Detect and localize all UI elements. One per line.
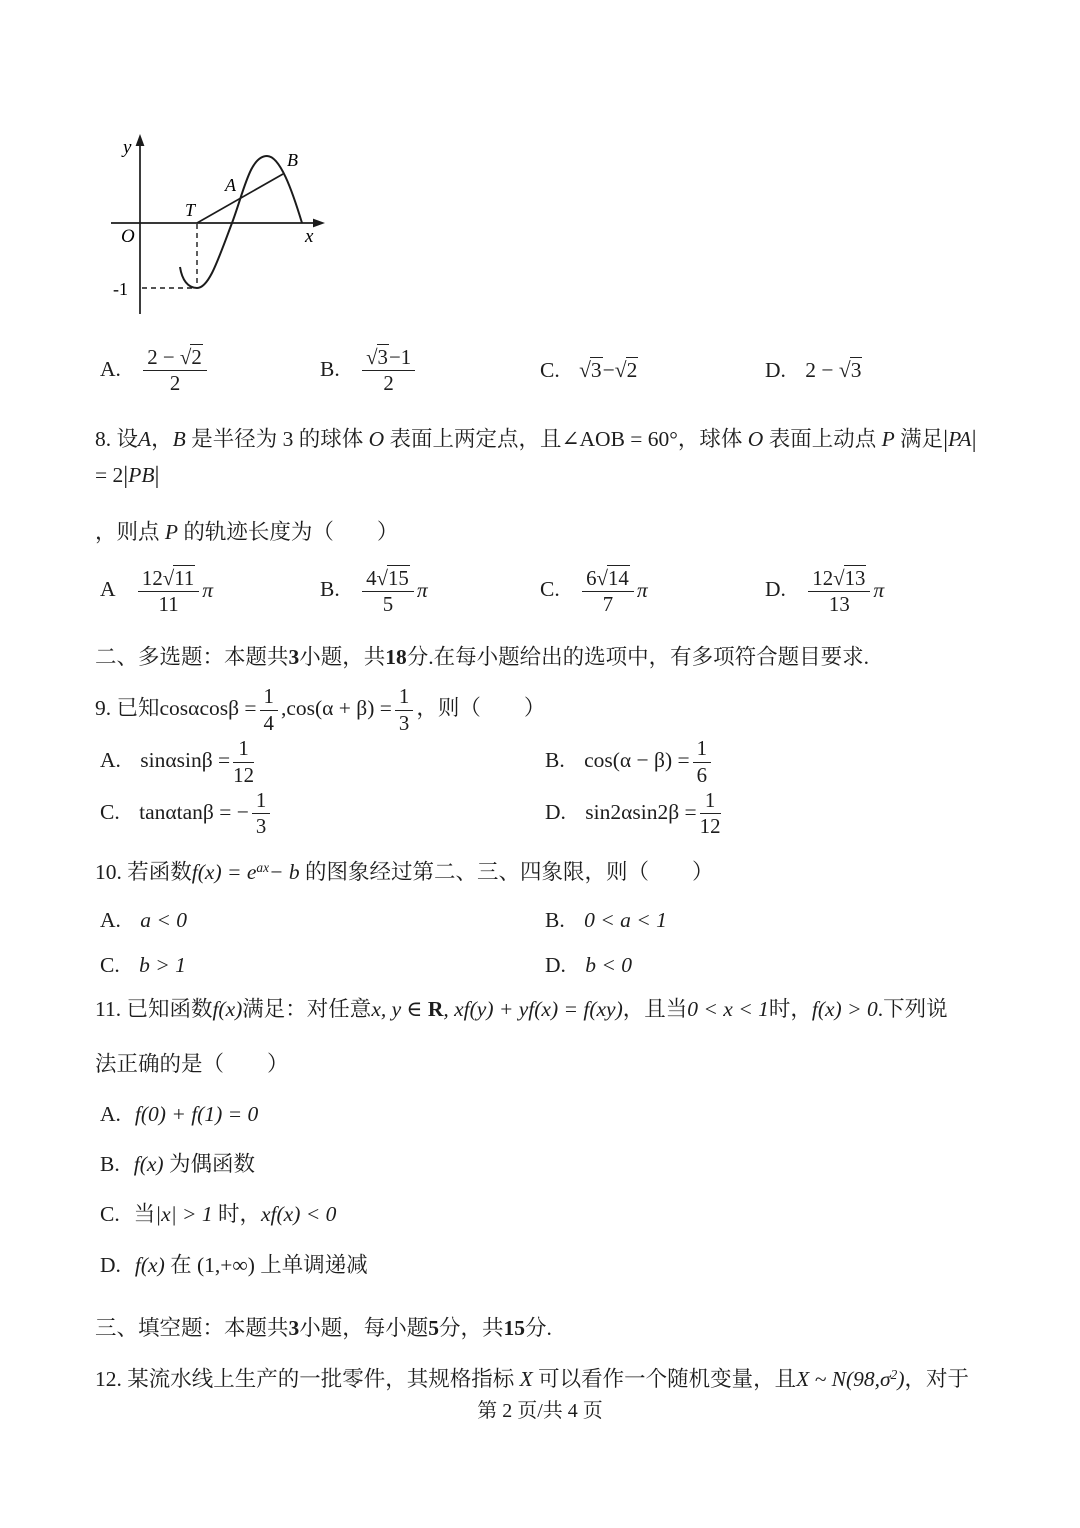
pi-symbol: π	[416, 577, 428, 602]
radical-icon: √	[179, 345, 191, 369]
abs-bar: |	[943, 425, 949, 453]
q7-option-b	[320, 346, 540, 396]
q9-option-a: A. sinαsinβ = $\frac{1}{12}$	[100, 736, 255, 787]
section2-title: 二、多选题：本题共3小题，共18分.在每小题给出的选项中，有多项符合题目要求.	[95, 645, 870, 670]
q7-option-a-label: A.	[100, 356, 121, 381]
q11-option-a-label: A.	[100, 1102, 121, 1127]
abs-bar: |	[154, 461, 160, 489]
figure-label-neg1: -1	[113, 279, 128, 299]
abs-bar: |	[123, 461, 129, 489]
fraction: $\frac{4√15}{5}$	[362, 567, 414, 617]
q7-option-b-label: B.	[320, 356, 340, 381]
question7-figure	[99, 128, 988, 318]
figure-label-x: x	[305, 226, 314, 247]
q9-option-c-label: C.	[100, 799, 120, 824]
figure-label-y: y	[123, 137, 132, 158]
q10-option-b: B. 0 < a < 1	[545, 907, 667, 932]
q11-option-a: A. f(0) + f(1) = 0	[95, 1099, 988, 1130]
fraction: $\frac{1}{12}$	[699, 787, 721, 839]
question12-text: 12. 某流水线上生产的一批零件，其规格指标 X 可以看作一个随机变量，且X ~ $N(98,\sigma^2)$，对于	[95, 1366, 970, 1391]
q10-option-d-label: D.	[545, 952, 566, 977]
q8-option-c-label: C.	[540, 577, 560, 602]
fraction: $\frac{6√14}{7}$	[582, 567, 634, 617]
q10-option-c: C. b > 1	[100, 952, 186, 977]
radical-icon: √	[579, 358, 590, 383]
q9-option-d-label: D.	[545, 799, 566, 824]
page-number: 第 2 页/共 4 页	[477, 1400, 603, 1422]
fraction: $\frac{12√11}{11}$	[138, 567, 199, 617]
page-footer	[0, 1394, 1080, 1423]
radical-icon: √	[366, 345, 377, 369]
fraction: $\frac{√3-1}{2}$	[362, 346, 415, 396]
section3-title: 三、填空题：本题共3小题，每小题5分，共15分.	[95, 1315, 552, 1340]
q10-option-a-label: A.	[100, 907, 121, 932]
figure-label-t: T	[185, 200, 196, 220]
figure-label-a: A	[225, 175, 236, 195]
q10-option-b-label: B.	[545, 907, 565, 932]
radical-icon: √	[596, 565, 607, 590]
radical-icon: √	[162, 565, 174, 590]
q9-option-c: C. tanαtanβ = − $\frac{1}{3}$	[100, 789, 545, 839]
question11-text-line1: 11. 已知函数f(x)满足：对任意x, y ∈ R, xf(y) + yf(x) = f(xy)，且当0 < x < 1时，f(x) > 0.下列说	[95, 996, 948, 1021]
q8-option-a	[100, 567, 320, 617]
function-graph	[99, 128, 349, 318]
fraction: $\frac{2 - √2}{2}$	[143, 346, 206, 396]
question8-text-line1: 8. 设A，B 是半径为 3 的球体 O 表面上两定点，且∠AOB = 60°，球体 O 表面上动点 P 满足|PA| = 2|PB|	[95, 425, 977, 489]
q9-option-a-label: A.	[100, 747, 121, 772]
q8-option-c	[540, 567, 765, 617]
q9-option-b-label: B.	[545, 747, 565, 772]
question10-text: 10. 若函数$f(x) = e^{ax}- b$ 的图象经过第二、三、四象限，则（ ）	[95, 859, 714, 884]
question9-options	[95, 737, 988, 838]
q7-option-c-label: C.	[540, 358, 560, 383]
radical-icon: √	[614, 358, 626, 383]
figure-label-b: B	[287, 150, 298, 170]
fraction: $\frac{1}{4}$	[260, 685, 278, 735]
fraction: $\frac{1}{6}$	[693, 737, 711, 787]
q7-option-a	[100, 346, 320, 396]
q8-option-a-label: A	[100, 577, 116, 602]
abs-bar: |	[971, 425, 977, 453]
radical-icon: √	[838, 358, 850, 383]
radical-icon: √	[833, 565, 844, 590]
question8-options	[95, 567, 988, 617]
q7-option-d-label: D.	[765, 358, 786, 383]
fraction: $\frac{1}{12}$	[233, 736, 255, 787]
q11-option-d: D. f(x) 在 (1,+∞) 上单调递减	[95, 1250, 988, 1281]
figure-label-origin: O	[121, 226, 135, 247]
q7-option-d: D. 2 − √3	[765, 358, 862, 383]
q11-option-c-label: C.	[100, 1202, 120, 1227]
q11-option-b: B. f(x) 为偶函数	[95, 1149, 988, 1180]
q8-option-d	[765, 567, 988, 617]
pi-symbol: π	[873, 577, 885, 602]
fraction: $\frac{1}{3}$	[252, 789, 270, 839]
pi-symbol: π	[636, 577, 648, 602]
q8-option-d-label: D.	[765, 577, 786, 602]
question9-text: 9. 已知cosαcosβ = $\frac{1}{4}$ ,cos(α + β) = $\frac{1}{3}$ ，则（ ）	[95, 684, 546, 735]
fraction: $\frac{12√13}{13}$	[808, 567, 870, 617]
q10-option-c-label: C.	[100, 952, 120, 977]
q10-option-d: D. b < 0	[545, 952, 633, 977]
q11-option-c: C. 当|x| > 1 时，xf(x) < 0	[95, 1199, 988, 1230]
question11-options	[95, 1099, 988, 1281]
q10-option-a: A. a < 0	[100, 907, 188, 932]
question11-text-line2: 法正确的是（ ）	[95, 1051, 289, 1076]
fraction: $\frac{1}{3}$	[395, 685, 413, 735]
question7-options	[95, 346, 988, 396]
pi-symbol: π	[202, 577, 214, 602]
q8-option-b-label: B.	[320, 577, 340, 602]
question10-options	[95, 908, 988, 978]
q8-option-b	[320, 567, 540, 617]
q7-option-c: C. √3−√2	[540, 358, 638, 383]
q11-option-b-label: B.	[100, 1152, 120, 1177]
q9-option-d: D. sin2αsin2β = $\frac{1}{12}$	[545, 787, 721, 839]
q9-option-b: B. cos(α − β) = $\frac{1}{6}$	[545, 737, 988, 787]
radical-icon: √	[376, 565, 387, 590]
q11-option-d-label: D.	[100, 1252, 121, 1277]
question8-text-line2: ，则点 P 的轨迹长度为（ ）	[95, 520, 399, 545]
